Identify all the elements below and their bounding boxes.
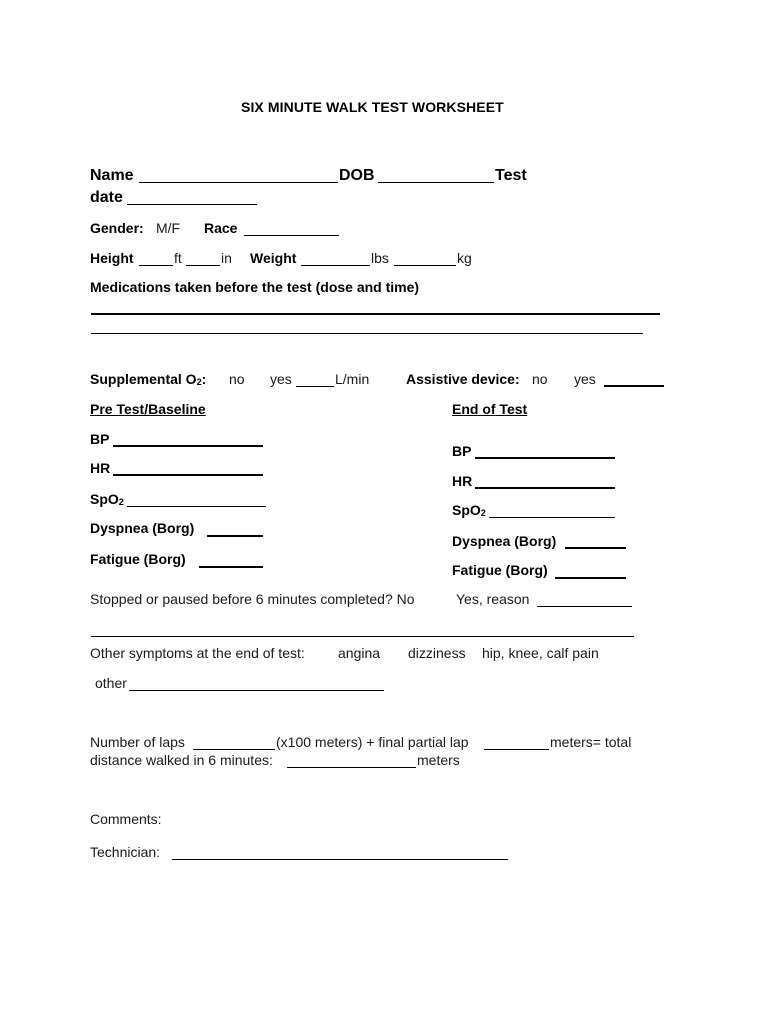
stopped-yes-reason[interactable]: Yes, reason [456, 591, 530, 607]
assistive-device-label: Assistive device: [406, 371, 520, 387]
pre-spo2-field[interactable] [127, 506, 266, 507]
pre-hr-label: HR [90, 460, 111, 476]
other-symptoms-field[interactable] [129, 690, 384, 691]
laps-mid-text: (x100 meters) + final partial lap [276, 734, 469, 750]
pre-fatigue-label: Fatigue (Borg) [90, 551, 186, 567]
assistive-device-field[interactable] [604, 385, 664, 387]
stopped-reason-field-2[interactable] [91, 636, 634, 637]
test-date-field[interactable] [127, 204, 257, 205]
medications-field-2[interactable] [91, 333, 643, 334]
other-label: other [95, 675, 127, 691]
pre-dyspnea-label: Dyspnea (Borg) [90, 520, 195, 536]
end-spo2-field[interactable] [489, 517, 615, 518]
pre-fatigue-field[interactable] [199, 566, 263, 568]
page-title: SIX MINUTE WALK TEST WORKSHEET [241, 99, 504, 115]
weight-lbs-field[interactable] [301, 265, 370, 266]
in-unit: in [221, 250, 232, 266]
assistive-no[interactable]: no [532, 371, 548, 387]
laps-field[interactable] [193, 749, 275, 750]
ft-unit: ft [174, 250, 182, 266]
distance-unit: meters [417, 752, 460, 768]
technician-field[interactable] [172, 859, 508, 860]
medications-label: Medications taken before the test (dose and time) [90, 279, 420, 295]
name-field[interactable] [139, 182, 338, 183]
lbs-unit: lbs [371, 250, 389, 266]
test-label: Test [495, 167, 527, 184]
stopped-question: Stopped or paused before 6 minutes completed? No [90, 591, 415, 607]
medications-field-1[interactable] [91, 313, 660, 315]
endtest-header: End of Test [452, 401, 528, 417]
height-in-field[interactable] [186, 265, 220, 266]
weight-kg-field[interactable] [394, 265, 456, 266]
end-hr-label: HR [452, 473, 473, 489]
distance-label: distance walked in 6 minutes: [90, 752, 273, 768]
end-bp-label: BP [452, 443, 472, 459]
symptoms-label: Other symptoms at the end of test: [90, 645, 305, 661]
end-bp-field[interactable] [475, 457, 615, 459]
assistive-yes[interactable]: yes [574, 371, 596, 387]
gender-value: M/F [156, 220, 181, 236]
name-label: Name [90, 167, 134, 184]
lmin-unit: L/min [335, 371, 370, 387]
kg-unit: kg [457, 250, 472, 266]
technician-label: Technician: [90, 844, 161, 860]
pre-bp-label: BP [90, 431, 110, 447]
laps-end-text: meters= total [550, 734, 632, 750]
supplemental-o2-label: Supplemental $O_2$: [90, 371, 207, 387]
end-dyspnea-label: Dyspnea (Borg) [452, 533, 557, 549]
end-fatigue-label: Fatigue (Borg) [452, 562, 548, 578]
pre-bp-field[interactable] [113, 445, 263, 447]
gender-label: Gender: [90, 220, 144, 236]
race-field[interactable] [244, 235, 339, 236]
end-dyspnea-field[interactable] [565, 547, 626, 549]
pretest-header: Pre Test/Baseline [90, 401, 206, 417]
distance-field[interactable] [287, 767, 416, 768]
symptom-dizziness[interactable]: dizziness [408, 645, 466, 661]
dob-field[interactable] [378, 182, 494, 183]
pre-hr-field[interactable] [113, 474, 263, 476]
supplemental-lmin-field[interactable] [296, 386, 334, 387]
pre-dyspnea-field[interactable] [207, 535, 263, 537]
height-ft-field[interactable] [139, 265, 173, 266]
end-fatigue-field[interactable] [555, 577, 626, 579]
stopped-reason-field[interactable] [537, 606, 632, 607]
pre-spo2-label: SpO$_2$ [90, 491, 124, 507]
weight-label: Weight [250, 250, 297, 266]
supplemental-no[interactable]: no [229, 371, 245, 387]
symptom-hip-knee-calf[interactable]: hip, knee, calf pain [482, 645, 599, 661]
symptom-angina[interactable]: angina [338, 645, 381, 661]
dob-label: DOB [339, 167, 375, 184]
height-label: Height [90, 250, 134, 266]
partial-lap-field[interactable] [484, 749, 549, 750]
comments-label: Comments: [90, 811, 162, 827]
laps-label: Number of laps [90, 734, 185, 750]
date-label: date [90, 189, 123, 206]
supplemental-yes[interactable]: yes [270, 371, 292, 387]
race-label: Race [204, 220, 238, 236]
end-hr-field[interactable] [475, 487, 615, 489]
end-spo2-label: SpO$_2$ [452, 502, 486, 518]
